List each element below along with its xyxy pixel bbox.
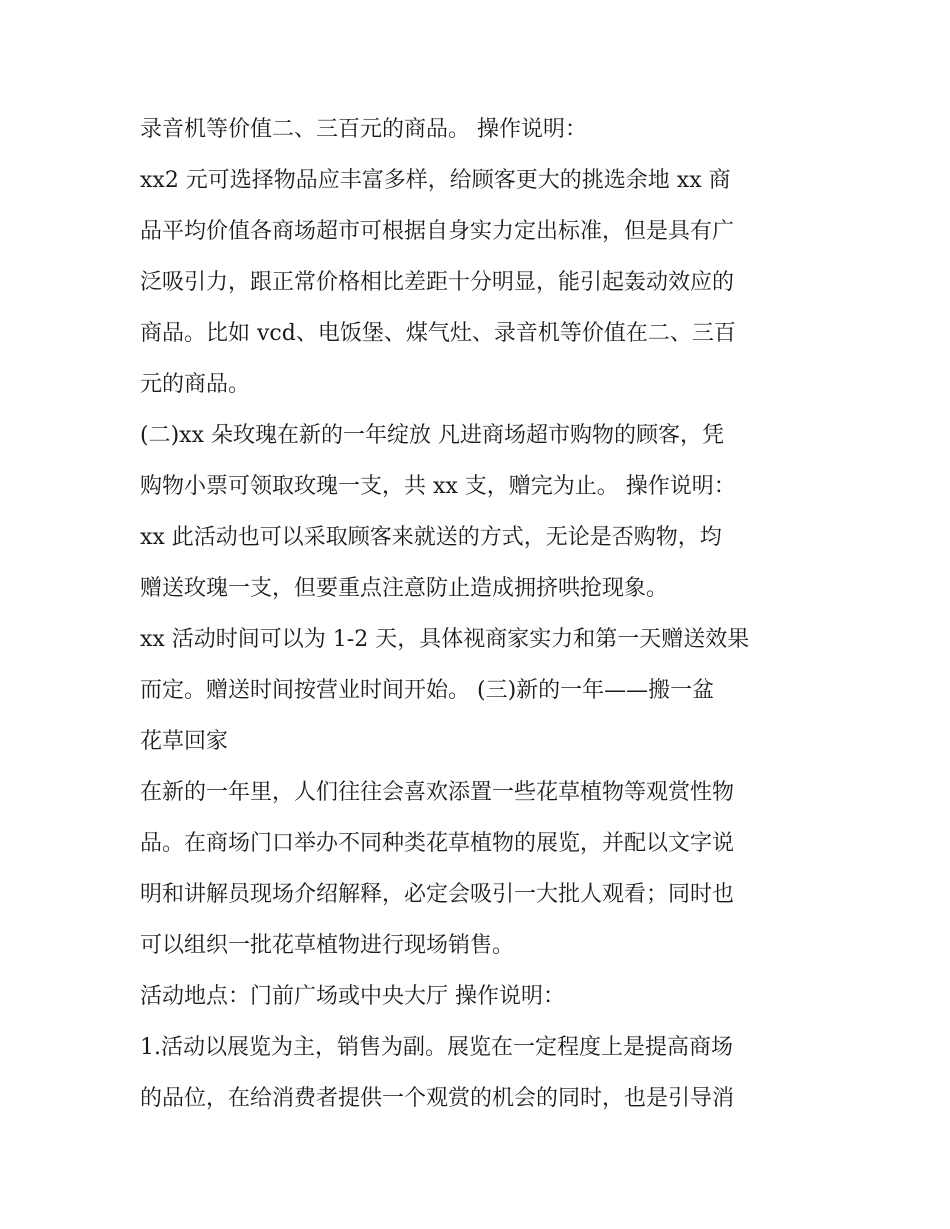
- text-line: xx 此活动也可以采取顾客来就送的方式，无论是否购物，均: [140, 525, 722, 550]
- text-line: 花草回家: [140, 729, 229, 754]
- text-line: xx2 元可选择物品应丰富多样，给顾客更大的挑选余地 xx 商: [140, 168, 731, 193]
- text-line: 可以组织一批花草植物进行现场销售。: [140, 933, 515, 958]
- text-line: (二)xx 朵玫瑰在新的一年绽放 凡进商场超市购物的顾客，凭: [140, 423, 724, 448]
- text-line: 1.活动以展览为主，销售为副。展览在一定程度上是提高商场: [140, 1035, 733, 1060]
- text-line: 而定。赠送时间按营业时间开始。 (三)新的一年——搬一盆: [140, 678, 715, 703]
- text-line: 泛吸引力，跟正常价格相比差距十分明显，能引起轰动效应的: [140, 270, 735, 295]
- document-body: [140, 104, 820, 1124]
- text-line: 商品。比如 vcd、电饭堡、煤气灶、录音机等价值在二、三百: [140, 321, 736, 346]
- text-line: 的品位，在给消费者提供一个观赏的机会的同时，也是引导消: [140, 1086, 735, 1111]
- text-line: 品。在商场门口举办不同种类花草植物的展览，并配以文字说: [140, 831, 735, 856]
- text-line: 品平均价值各商场超市可根据自身实力定出标准，但是具有广: [140, 219, 735, 244]
- text-line: 明和讲解员现场介绍解释，必定会吸引一大批人观看；同时也: [140, 882, 735, 907]
- text-line: xx 活动时间可以为 1-2 天，具体视商家实力和第一天赠送效果: [140, 627, 750, 652]
- text-line: 在新的一年里，人们往往会喜欢添置一些花草植物等观赏性物: [140, 780, 735, 805]
- text-line: 录音机等价值二、三百元的商品。 操作说明：: [140, 117, 587, 142]
- text-line: 赠送玫瑰一支，但要重点注意防止造成拥挤哄抢现象。: [140, 576, 669, 601]
- text-line: 活动地点：门前广场或中央大厅 操作说明：: [140, 984, 565, 1009]
- text-line: 元的商品。: [140, 372, 251, 397]
- text-line: 购物小票可领取玫瑰一支，共 xx 支，赠完为止。 操作说明：: [140, 474, 736, 499]
